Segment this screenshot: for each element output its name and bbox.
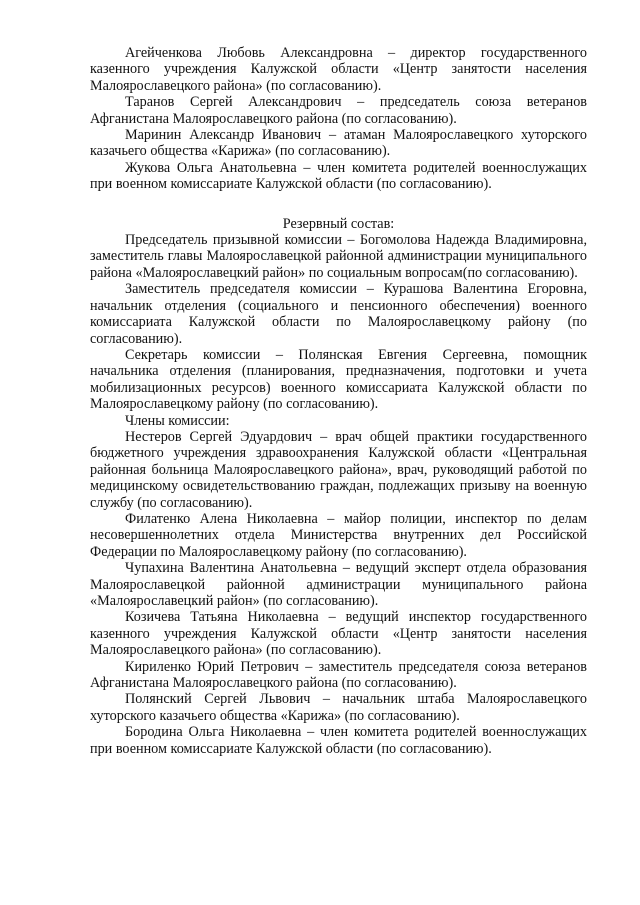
reserve-member-kirilenko: Кириленко Юрий Петрович – заместитель председателя союза ветеранов Афганистана Малоярославецкого района (по согласованию). xyxy=(90,658,587,692)
member-paragraph-taranov: Таранов Сергей Александрович – председатель союза ветеранов Афганистана Малоярославецкого района (по согласованию). xyxy=(90,94,587,127)
member-paragraph-ageychenkova: Агейченкова Любовь Александровна – директор государственного казенного учреждения Калужской области «Центр занятости населения Малоярославецкого района» (по согласованию). xyxy=(90,45,587,94)
reserve-member-chupakhina: Чупахина Валентина Анатольевна – ведущий эксперт отдела образования Малоярославецкой районной администрации муниципального района «Малоярославецкий район» (по согласованию). xyxy=(90,560,587,609)
reserve-secretary-paragraph: Секретарь комиссии – Полянская Евгения Сергеевна, помощник начальника отделения (планирования, предназначения, подготовки и учета мобилизационных ресурсов) военного комиссариата Калужской области по Малоярославецкому району (по согласованию). xyxy=(90,346,587,413)
reserve-deputy-paragraph: Заместитель председателя комиссии – Курашова Валентина Егоровна, начальник отделения (социального и пенсионного обеспечения) военного комиссариата Калужской области по Малоярославецкому району (по согласованию). xyxy=(90,281,587,347)
reserve-heading: Резервный состав: xyxy=(282,215,395,232)
reserve-member-nesterov: Нестеров Сергей Эдуардович – врач общей практики государственного бюджетного учреждения здравоохранения Калужской области «Центральная районная больница Малоярославецкого района», врач, руководящий работой по медицинскому освидетельствованию граждан, подлежащих призыву на военную службу (по согласованию). xyxy=(90,428,587,511)
member-paragraph-zhukova: Жукова Ольга Анатольевна – член комитета родителей военнослужащих при военном комиссариате Калужской области (по согласованию). xyxy=(90,159,587,193)
reserve-member-kozicheva: Козичева Татьяна Николаевна – ведущий инспектор государственного казенного учреждения Калужской области «Центр занятости населения Малоярославецкого района» (по согласованию). xyxy=(90,609,587,659)
reserve-chair-paragraph: Председатель призывной комиссии – Богомолова Надежда Владимировна, заместитель главы Малоярославецкой районной администрации муниципального района «Малоярославецкий район» по социальным вопросам(по согласованию). xyxy=(90,232,587,281)
reserve-member-polyansky: Полянский Сергей Львович – начальник штаба Малоярославецкого хуторского казачьего общества «Карижа» (по согласованию). xyxy=(90,691,587,724)
document-body xyxy=(90,45,587,757)
reserve-member-borodina: Бородина Ольга Николаевна – член комитета родителей военнослужащих при военном комиссариате Калужской области (по согласованию). xyxy=(90,724,587,757)
reserve-members-heading: Члены комиссии: xyxy=(125,412,230,429)
member-paragraph-marinin: Маринин Александр Иванович – атаман Малоярославецкого хуторского казачьего общества «Карижа» (по согласованию). xyxy=(90,127,587,160)
reserve-member-filatenko: Филатенко Алена Николаевна – майор полиции, инспектор по делам несовершеннолетних отдела Министерства внутренних дел Российской Федерации по Малоярославецкому району (по согласованию). xyxy=(90,510,587,560)
